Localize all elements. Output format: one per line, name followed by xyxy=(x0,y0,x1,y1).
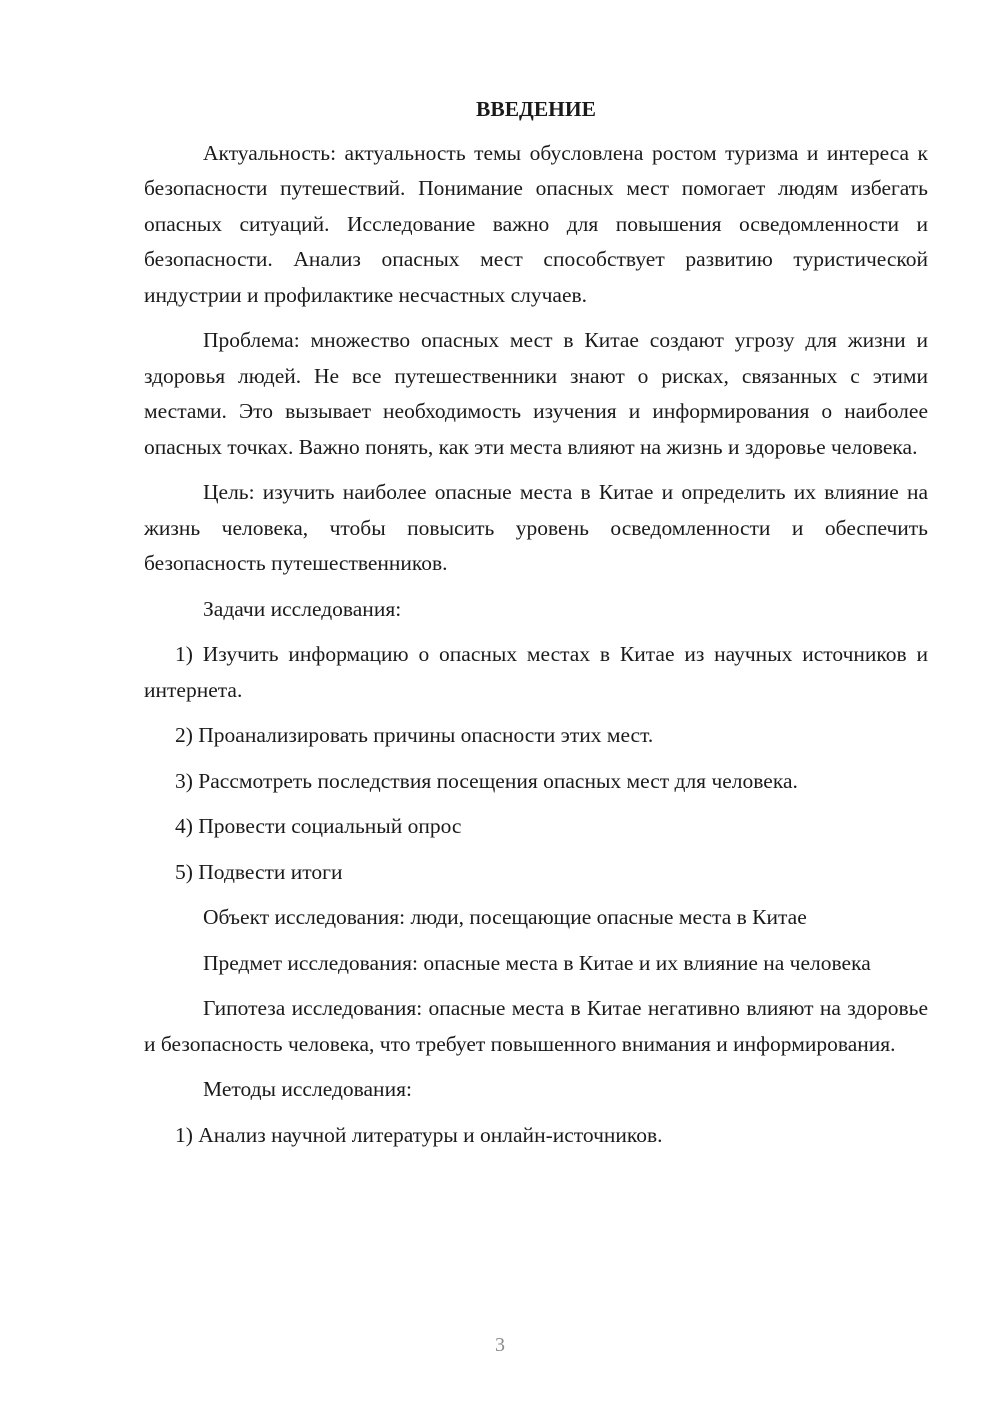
section-title: ВВЕДЕНИЕ xyxy=(476,97,596,121)
subject-paragraph: Предмет исследования: опасные места в Китае и их влияние на человека xyxy=(203,950,871,975)
problem-paragraph: Проблема: множество опасных мест в Китае создают угрозу для жизни и здоровья людей. Не все путешественники знают о рисках, связанных с этими местами. Это вызывает необходимость изучения и информирования о наиболее опасных точках. Важно понять, как эти места влияют на жизнь и здоровье человека. xyxy=(144,328,928,459)
page-number: 3 xyxy=(495,1334,505,1356)
method-item-1: 1) Анализ научной литературы и онлайн-источников. xyxy=(175,1122,663,1147)
task-item-2: 2) Проанализировать причины опасности этих мест. xyxy=(175,723,654,747)
methods-heading: Методы исследования: xyxy=(203,1077,412,1101)
document-page xyxy=(144,92,928,1163)
hypothesis-paragraph: Гипотеза исследования: опасные места в Китае негативно влияют на здоровье и безопасность человека, что требует повышенного внимания и информирования. xyxy=(144,996,928,1056)
task-item-1: 1) Изучить информацию о опасных местах в Китае из научных источников и интернета. xyxy=(144,642,928,702)
object-paragraph: Объект исследования: люди, посещающие опасные места в Китае xyxy=(203,905,807,929)
task-item-3: 3) Рассмотреть последствия посещения опасных мест для человека. xyxy=(175,768,798,793)
goal-paragraph: Цель: изучить наиболее опасные места в Китае и определить их влияние на жизнь человека, чтобы повысить уровень осведомленности и обеспечить безопасность путешественников. xyxy=(144,480,928,575)
task-item-4: 4) Провести социальный опрос xyxy=(175,814,462,838)
tasks-heading: Задачи исследования: xyxy=(203,596,402,621)
relevance-paragraph: Актуальность: актуальность темы обусловлена ростом туризма и интереса к безопасности путешествий. Понимание опасных мест помогает людям избегать опасных ситуаций. Исследование важно для повышения осведомленности и безопасности. Анализ опасных мест способствует развитию туристической индустрии и профилактике несчастных случаев. xyxy=(144,140,928,307)
task-item-5: 5) Подвести итоги xyxy=(175,859,343,884)
